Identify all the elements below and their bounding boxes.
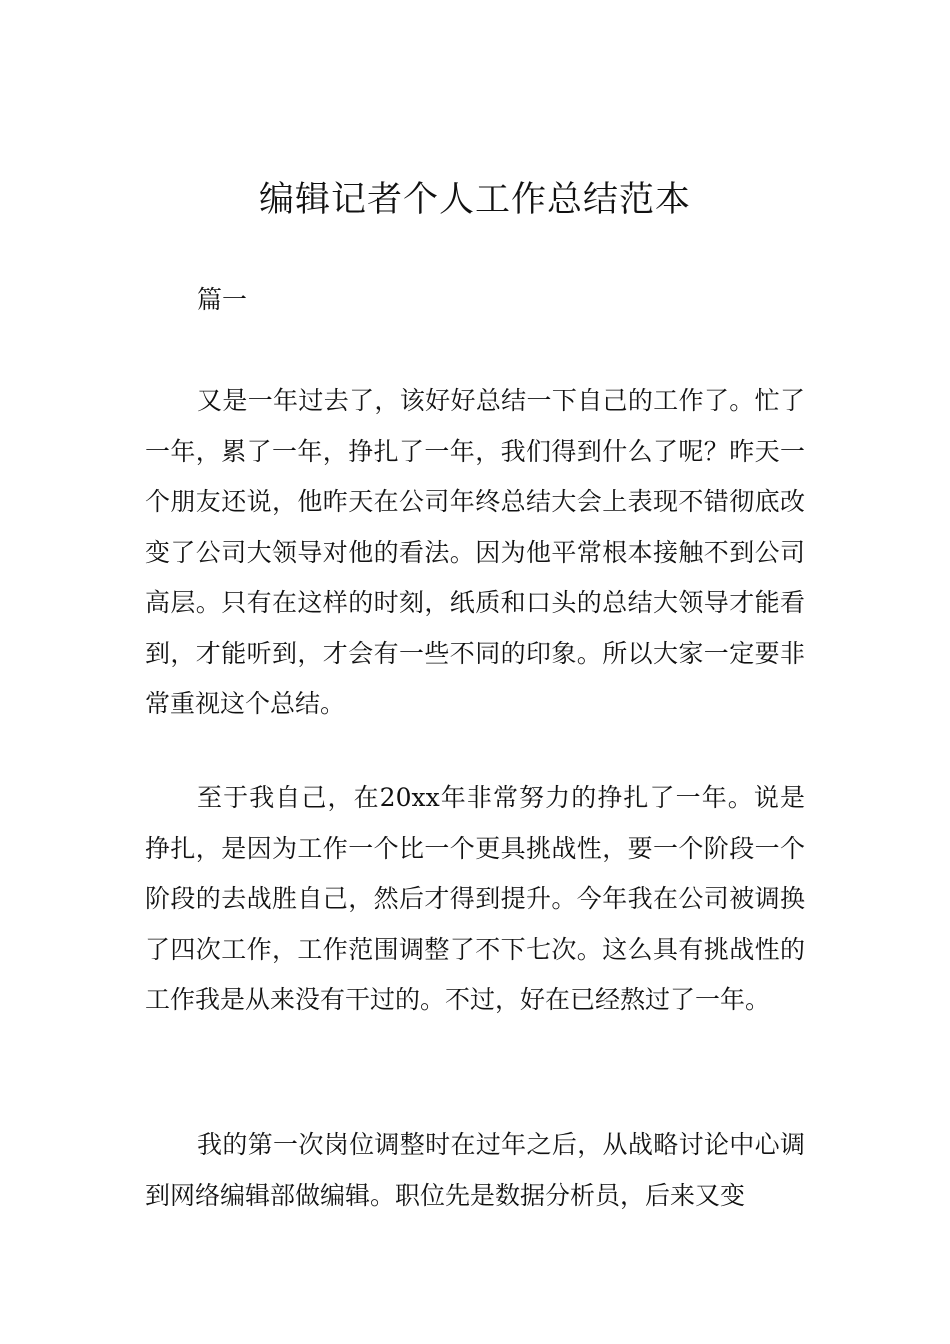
body-paragraph-3: 我的第一次岗位调整时在过年之后，从战略讨论中心调到网络编辑部做编辑。职位先是数据分析员，后来又变 — [145, 1130, 805, 1210]
section-label: 篇一 — [197, 285, 248, 314]
body-paragraph-2: 至于我自己，在20xx年非常努力的挣扎了一年。说是挣扎，是因为工作一个比一个更具挑战性，要一个阶段一个阶段的去战胜自己，然后才得到提升。今年我在公司被调换了四次工作，工作范围调整了不下七次。这么具有挑战性的工作我是从来没有干过的。不过，好在已经熬过了一年。 — [145, 783, 805, 1014]
body-paragraph-1: 又是一年过去了，该好好总结一下自己的工作了。忙了一年，累了一年，挣扎了一年，我们得到什么了呢？昨天一个朋友还说，他昨天在公司年终总结大会上表现不错彻底改变了公司大领导对他的看法。因为他平常根本接触不到公司高层。只有在这样的时刻，纸质和口头的总结大领导才能看到，才能听到，才会有一些不同的印象。所以大家一定要非常重视这个总结。 — [145, 386, 805, 718]
document-title: 编辑记者个人工作总结范本 — [258, 180, 691, 220]
